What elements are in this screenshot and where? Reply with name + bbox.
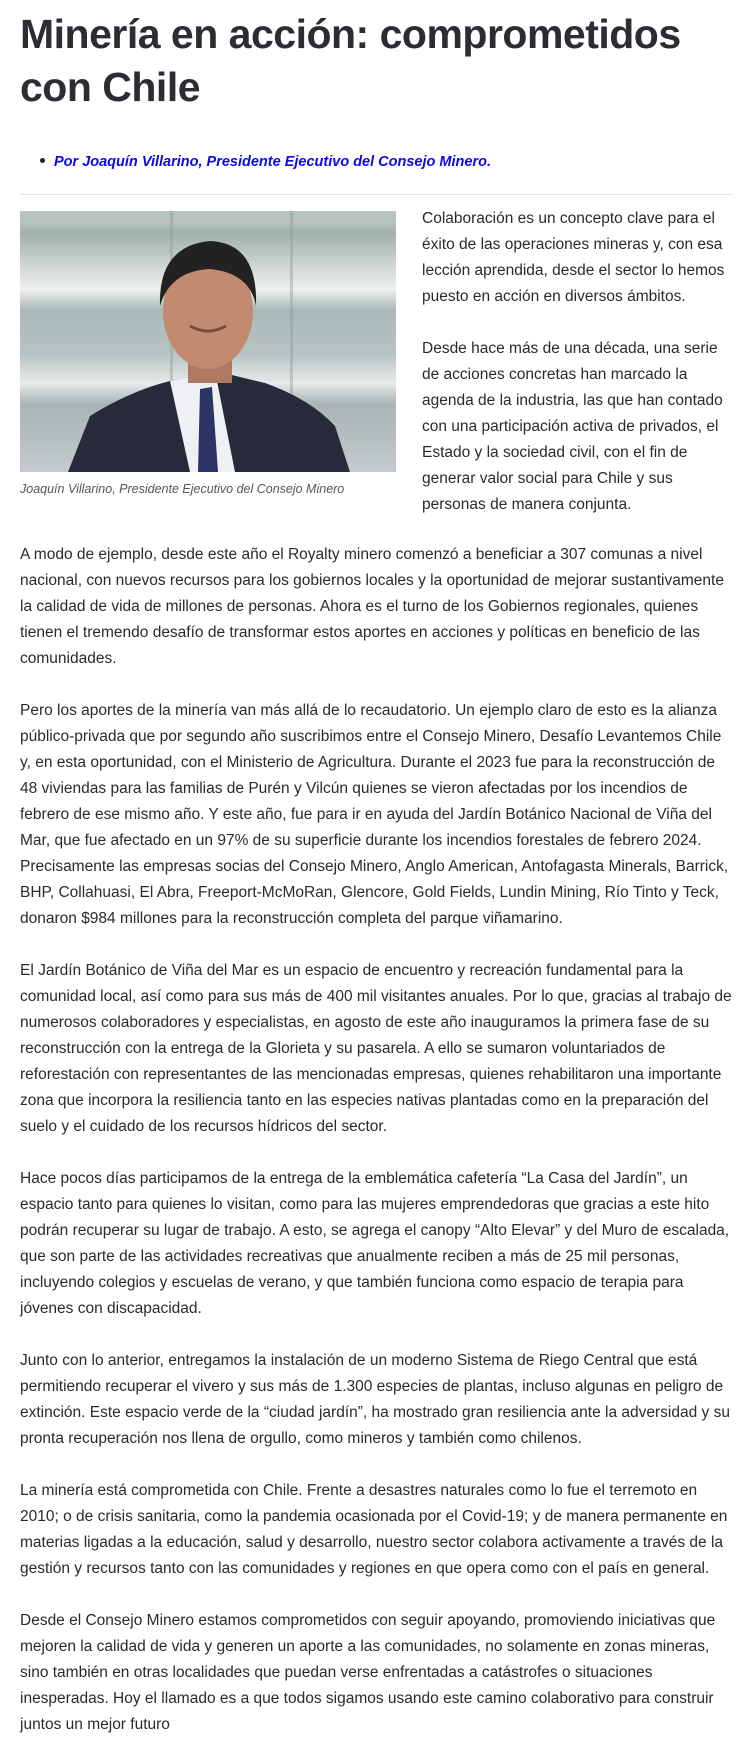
bullet-icon xyxy=(40,158,45,163)
article-body xyxy=(20,542,732,1764)
body-paragraph: Desde el Consejo Minero estamos comprometidos con seguir apoyando, promoviendo iniciativas que mejoren la calidad de vida y generen un aporte a las comunidades, no solamente en zonas mineras, sino también en otras localidades que puedan verse enfrentadas a catástrofes o situaciones inesperadas. Hoy el llamado es a que todos sigamos usando este camino colaborativo para construir juntos un mejor futuro xyxy=(20,1612,716,1733)
intro-column xyxy=(422,206,732,544)
article-title: Minería en acción: comprometidos con Chile xyxy=(20,11,681,110)
byline-list xyxy=(40,150,491,174)
author-photo xyxy=(20,211,396,472)
body-paragraph: Junto con lo anterior, entregamos la instalación de un moderno Sistema de Riego Central que está permitiendo recuperar el vivero y sus más de 1.300 especies de plantas, incluso algunas en peligro de extinción. Este espacio verde de la “ciudad jardín”, ha mostrado gran resiliencia ante la adversidad y su pronta recuperación nos llena de orgullo, como mineros y también como chilenos. xyxy=(20,1352,730,1447)
portrait-illustration xyxy=(20,211,396,472)
body-paragraph: Pero los aportes de la minería van más allá de lo recaudatorio. Un ejemplo claro de esto es la alianza público-privada que por segundo año suscribimos entre el Consejo Minero, Desafío Levantemos Chile y, en esta oportunidad, con el Ministerio de Agricultura. Durante el 2023 fue para la reconstrucción de 48 viviendas para las familias de Purén y Vilcún quienes se vieron afectadas por los incendios de febrero de ese mismo año. Y este año, fue para ir en ayuda del Jardín Botánico Nacional de Viña del Mar, que fue afectado en un 97% de su superficie durante los incendios forestales de febrero 2024. Precisamente las empresas socias del Consejo Minero, Anglo American, Antofagasta Minerals, Barrick, BHP, Collahuasi, El Abra, Freeport-McMoRan, Glencore, Gold Fields, Lundin Mining, Río Tinto y Teck, donaron $984 millones para la reconstrucción completa del parque viñamarino. xyxy=(20,702,729,927)
body-paragraph: Hace pocos días participamos de la entrega de la emblemática cafetería “La Casa del Jardín”, un espacio tanto para quienes lo visitan, como para las mujeres emprendedoras que gracias a este hito podrán recuperar su lugar de trabajo. A esto, se agrega el canopy “Alto Elevar” y del Muro de escalada, que son parte de las actividades recreativas que anualmente reciben a más de 25 mil personas, incluyendo colegios y escuelas de verano, y que también funciona como espacio de terapia para jóvenes con discapacidad. xyxy=(20,1170,730,1317)
byline-item[interactable] xyxy=(40,150,491,174)
intro-paragraph: Desde hace más de una década, una serie de acciones concretas han marcado la agenda de la industria, las que han contado con una participación activa de privados, el Estado y la sociedad civil, con el fin de generar valor social para Chile y sus personas de manera conjunta. xyxy=(422,340,723,513)
body-paragraph: La minería está comprometida con Chile. Frente a desastres naturales como lo fue el terremoto en 2010; o de crisis sanitaria, como la pandemia ocasionada por el Covid-19; y de manera permanente en materias ligadas a la educación, salud y desarrollo, nuestro sector colabora activamente a través de la gestión y recursos tanto con las comunidades y regiones en que opera como con el país en general. xyxy=(20,1482,728,1577)
article-figure xyxy=(20,211,396,498)
divider xyxy=(20,194,733,195)
intro-paragraph: Colaboración es un concepto clave para el éxito de las operaciones mineras y, con esa lección aprendida, desde el sector lo hemos puesto en acción en diversos ámbitos. xyxy=(422,210,725,305)
byline-text[interactable]: Por Joaquín Villarino, Presidente Ejecutivo del Consejo Minero. xyxy=(54,154,491,170)
body-paragraph: A modo de ejemplo, desde este año el Royalty minero comenzó a beneficiar a 307 comunas a nivel nacional, con nuevos recursos para los gobiernos locales y la oportunidad de mejorar sustantivamente la calidad de vida de millones de personas. Ahora es el turno de los Gobiernos regionales, quienes tienen el tremendo desafío de transformar estos aportes en acciones y políticas en beneficio de las comunidades. xyxy=(20,546,724,667)
body-paragraph: El Jardín Botánico de Viña del Mar es un espacio de encuentro y recreación fundamental para la comunidad local, así como para sus más de 400 mil visitantes anuales. Por lo que, gracias al trabajo de numerosos colaboradores y especialistas, en agosto de este año inauguramos la primera fase de su reconstrucción con la entrega de la Glorieta y su pasarela. A ello se sumaron voluntariados de reforestación con representantes de las mencionadas empresas, quienes rehabilitaron una importante zona que incorpora la resiliencia tanto en las especies nativas plantadas como en la preparación del suelo y el cuidado de los recursos hídricos del sector. xyxy=(20,962,732,1135)
image-caption: Joaquín Villarino, Presidente Ejecutivo del Consejo Minero xyxy=(20,482,345,496)
